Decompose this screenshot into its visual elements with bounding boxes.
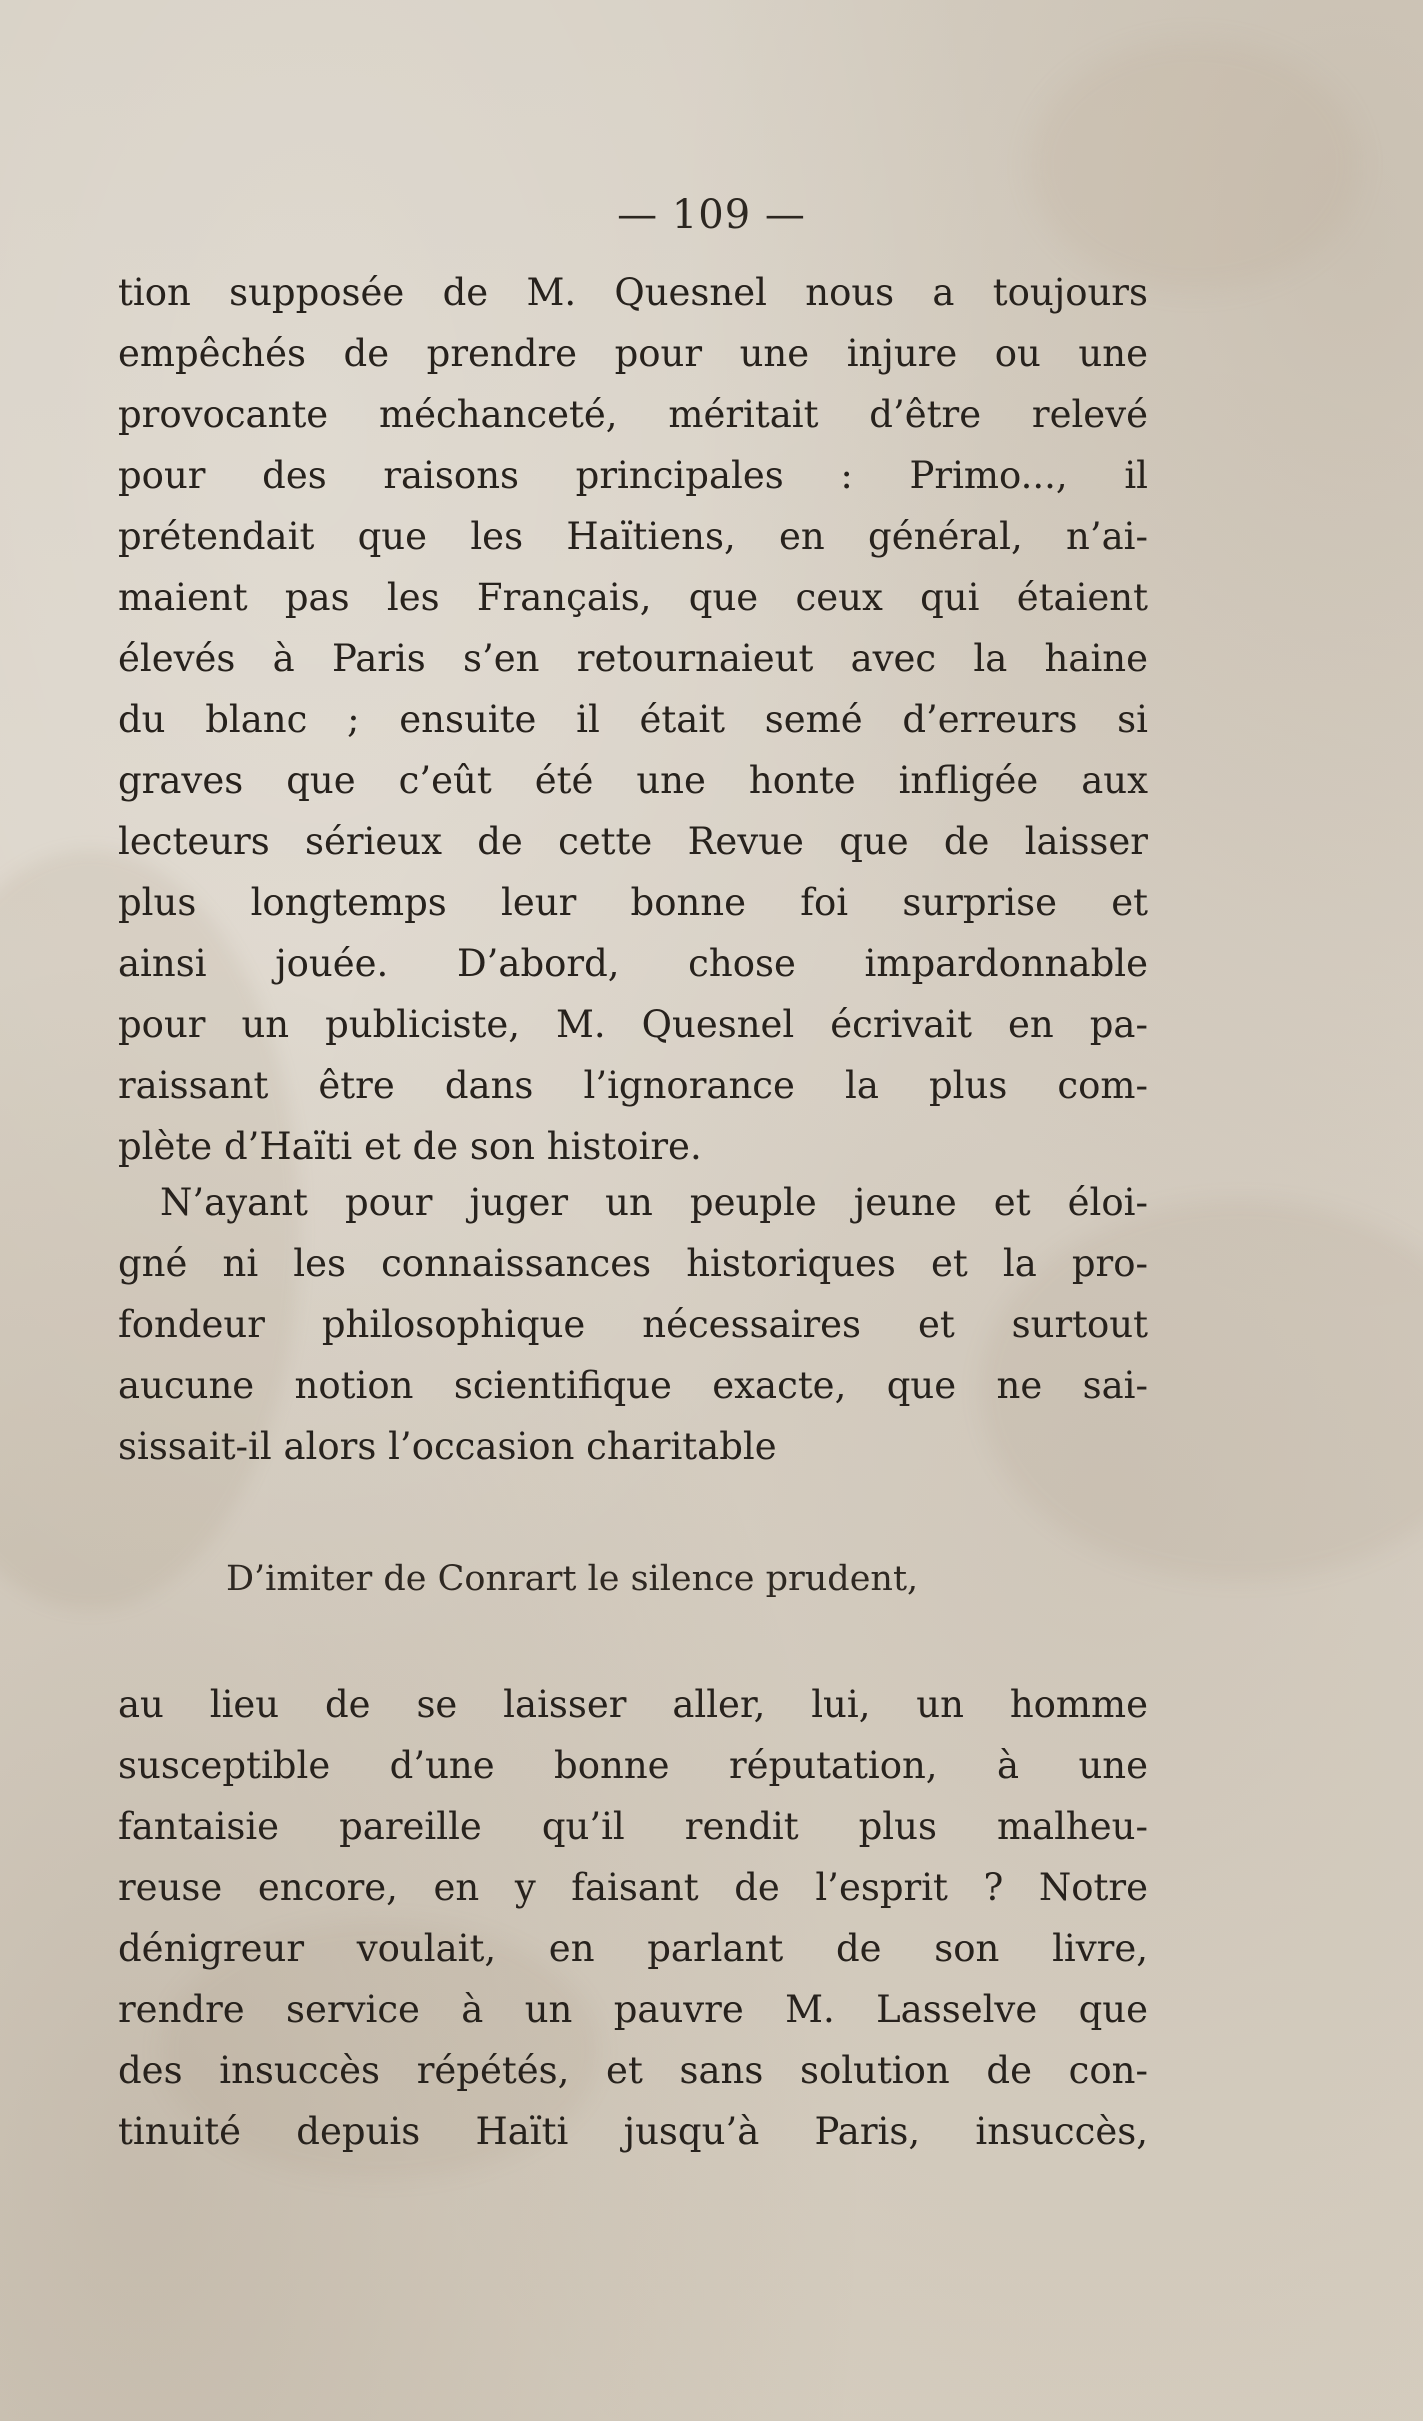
text-line: pour un publiciste, M. Quesnel écrivait en pa-	[118, 1003, 1148, 1046]
text-line: susceptible d’une bonne réputation, à une	[118, 1744, 1148, 1787]
page-number: — 109 —	[617, 192, 806, 238]
verse-quote: D’imiter de Conrart le silence prudent,	[226, 1559, 919, 1599]
paragraph-2	[118, 1172, 1148, 1477]
text-line: pour des raisons principales : Primo..., il	[118, 454, 1148, 497]
text-line: aucune notion scientifique exacte, que ne sai-	[118, 1364, 1148, 1407]
text-line: N’ayant pour juger un peuple jeune et éloi-	[160, 1181, 1148, 1224]
text-line: tion supposée de M. Quesnel nous a toujours	[118, 271, 1148, 314]
text-line: reuse encore, en y faisant de l’esprit ? Notre	[118, 1866, 1148, 1909]
paragraph-1	[118, 262, 1148, 1177]
text-line: raissant être dans l’ignorance la plus com-	[118, 1064, 1148, 1107]
text-line: du blanc ; ensuite il était semé d’erreurs si	[118, 698, 1148, 741]
text-line: prétendait que les Haïtiens, en général, n’ai-	[118, 515, 1148, 558]
text-line: au lieu de se laisser aller, lui, un homme	[118, 1683, 1148, 1726]
text-line: élevés à Paris s’en retournaieut avec la haine	[118, 637, 1148, 680]
text-line: maient pas les Français, que ceux qui étaient	[118, 576, 1148, 619]
text-line: dénigreur voulait, en parlant de son livre,	[118, 1927, 1148, 1970]
text-line: fantaisie pareille qu’il rendit plus malheu-	[118, 1805, 1148, 1848]
text-line: plus longtemps leur bonne foi surprise et	[118, 881, 1148, 924]
paragraph-3	[118, 1674, 1148, 2162]
text-line: empêchés de prendre pour une injure ou une	[118, 332, 1148, 375]
paper-stain	[1030, 40, 1360, 290]
text-line: sissait-il alors l’occasion charitable	[118, 1425, 777, 1468]
text-line: provocante méchanceté, méritait d’être relevé	[118, 393, 1148, 436]
text-line: gné ni les connaissances historiques et la pro-	[118, 1242, 1148, 1285]
text-line: plète d’Haïti et de son histoire.	[118, 1125, 702, 1168]
text-line: tinuité depuis Haïti jusqu’à Paris, insuccès,	[118, 2110, 1148, 2153]
text-line: des insuccès répétés, et sans solution de con-	[118, 2049, 1148, 2092]
text-line: rendre service à un pauvre M. Lasselve que	[118, 1988, 1148, 2031]
text-line: graves que c’eût été une honte infligée aux	[118, 759, 1148, 802]
text-line: ainsi jouée. D’abord, chose impardonnable	[118, 942, 1148, 985]
text-line: lecteurs sérieux de cette Revue que de laisser	[118, 820, 1148, 863]
text-line: fondeur philosophique nécessaires et surtout	[118, 1303, 1148, 1346]
